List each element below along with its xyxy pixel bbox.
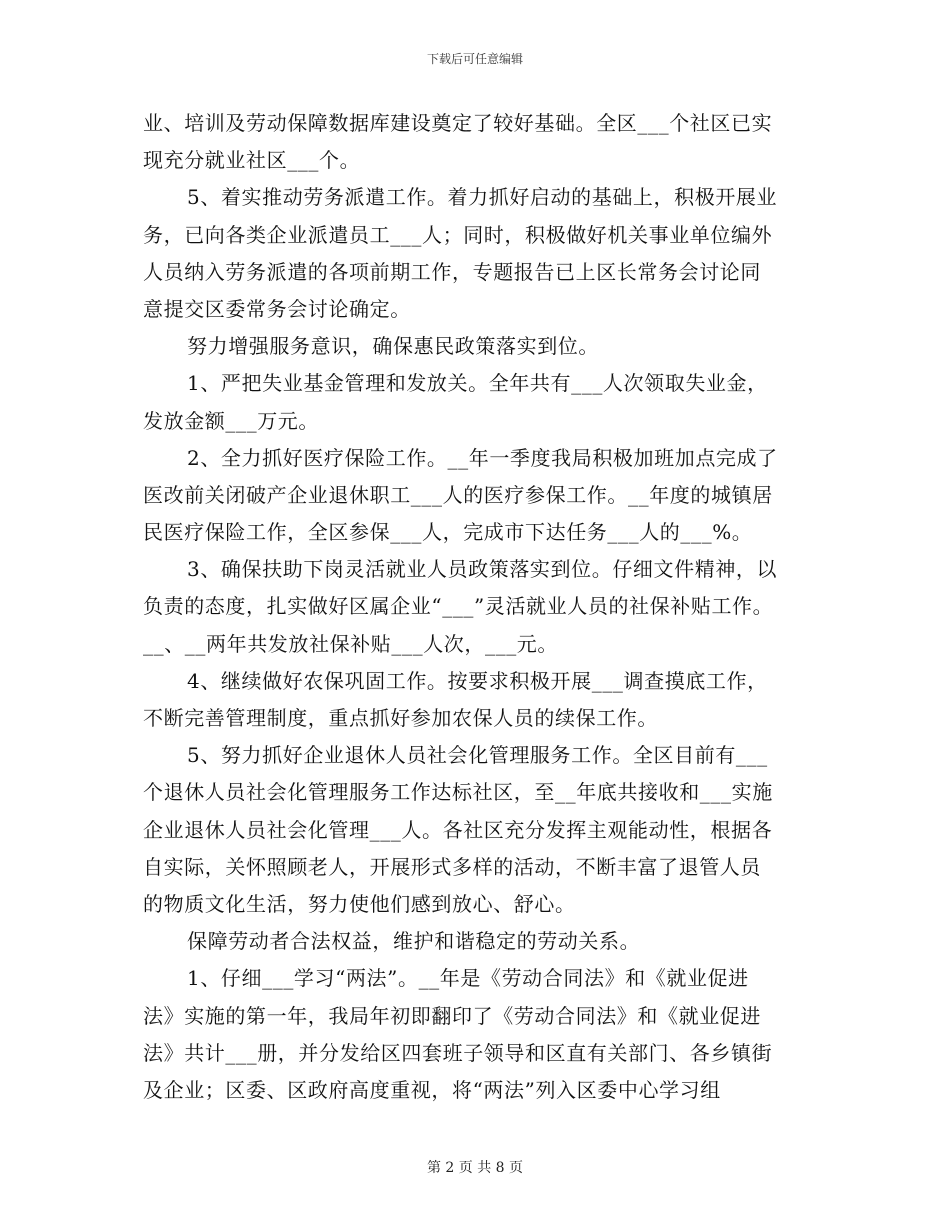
text-line: 4、继续做好农保巩固工作。按要求积极开展___调查摸底工作， xyxy=(187,668,768,693)
text-line: 务，已向各类企业派遣员工___人；同时，积极做好机关事业单位编外 xyxy=(143,222,773,247)
text-line: __、__两年共发放社保补贴___人次，___元。 xyxy=(143,631,558,656)
text-line: 人员纳入劳务派遣的各项前期工作，专题报告已上区长常务会讨论同 xyxy=(143,259,761,284)
text-line: 5、着实推动劳务派遣工作。着力抓好启动的基础上，积极开展业 xyxy=(187,185,778,210)
text-line: 个退休人员社会化管理服务工作达标社区，至__年底共接收和___实施 xyxy=(143,780,773,805)
text-line: 5、努力抓好企业退休人员社会化管理服务工作。全区目前有___ xyxy=(187,743,768,768)
text-line: 负责的态度，扎实做好区属企业“___”灵活就业人员的社保补贴工作。 xyxy=(143,594,774,619)
page-footer: 第 2 页 共 8 页 xyxy=(426,1160,524,1176)
text-line: 企业退休人员社会化管理___人。各社区充分发挥主观能动性，根据各 xyxy=(143,817,773,842)
text-line: 现充分就业社区___个。 xyxy=(143,148,361,173)
section-heading: 保障劳动者合法权益，维护和谐稳定的劳动关系。 xyxy=(187,929,641,954)
text-line: 1、仔细___学习“两法”。__年是《劳动合同法》和《就业促进 xyxy=(187,966,749,991)
text-line: 法》实施的第一年，我局年初即翻印了《劳动合同法》和《就业促进 xyxy=(143,1003,761,1028)
text-line: 3、确保扶助下岗灵活就业人员政策落实到位。仔细文件精神，以 xyxy=(187,557,778,582)
text-line: 医改前关闭破产企业退休职工___人的医疗参保工作。__年度的城镇居 xyxy=(143,482,773,507)
section-heading: 努力增强服务意识，确保惠民政策落实到位。 xyxy=(187,334,599,359)
text-line: 及企业；区委、区政府高度重视，将“两法”列入区委中心学习组 xyxy=(143,1077,721,1102)
text-line: 不断完善管理制度，重点抓好参加农保人员的续保工作。 xyxy=(143,706,658,730)
text-line: 发放金额___万元。 xyxy=(143,408,319,433)
text-line: 的物质文化生活，努力使他们感到放心、舒心。 xyxy=(143,891,576,916)
text-line: 1、严把失业基金管理和发放关。全年共有___人次领取失业金， xyxy=(187,371,768,396)
text-line: 民医疗保险工作，全区参保___人，完成市下达任务___人的___%。 xyxy=(143,520,753,545)
text-line: 意提交区委常务会讨论确定。 xyxy=(143,296,411,321)
text-line: 自实际，关怀照顾老人，开展形式多样的活动，不断丰富了退管人员 xyxy=(143,854,761,879)
text-line: 法》共计___册，并分发给区四套班子领导和区直有关部门、各乡镇街 xyxy=(143,1040,773,1065)
text-line: 业、培训及劳动保障数据库建设奠定了较好基础。全区___个社区已实 xyxy=(143,111,773,135)
document-body xyxy=(143,105,815,1109)
page-header: 下载后可任意编辑 xyxy=(426,52,523,66)
text-line: 2、全力抓好医疗保险工作。__年一季度我局积极加班加点完成了 xyxy=(187,445,778,470)
